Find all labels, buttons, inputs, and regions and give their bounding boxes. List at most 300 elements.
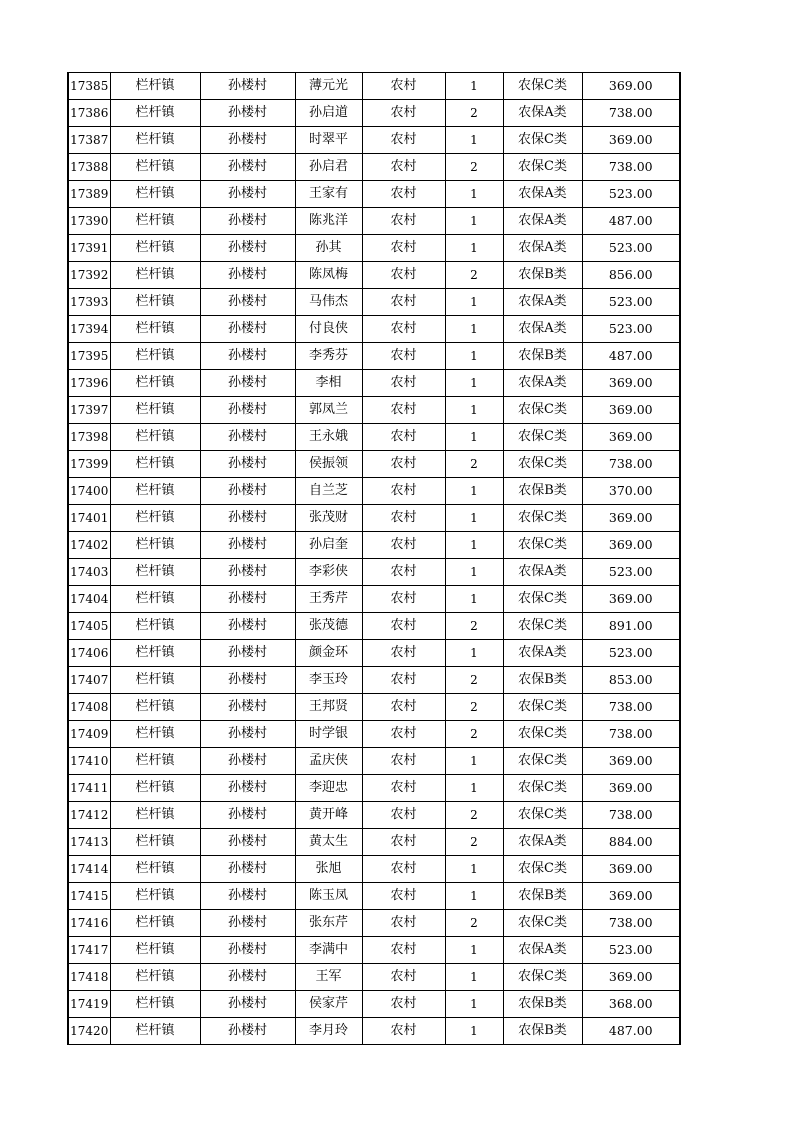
serial-number-cell: 17405: [68, 613, 110, 640]
insurance-category-cell: 农保C类: [503, 613, 582, 640]
town-cell: 栏杆镇: [110, 154, 200, 181]
table-row: [68, 559, 680, 586]
insurance-category-cell: 农保C类: [503, 505, 582, 532]
amount-cell: 738.00: [582, 721, 680, 748]
name-cell: 李玉玲: [295, 667, 362, 694]
village-cell: 孙楼村: [200, 451, 295, 478]
name-cell: 李相: [295, 370, 362, 397]
serial-number-cell: 17395: [68, 343, 110, 370]
table-row: [68, 694, 680, 721]
household-count-cell: 2: [445, 829, 503, 856]
insurance-category-cell: 农保C类: [503, 532, 582, 559]
household-count-cell: 1: [445, 937, 503, 964]
area-type-cell: 农村: [362, 505, 445, 532]
village-cell: 孙楼村: [200, 154, 295, 181]
household-count-cell: 2: [445, 451, 503, 478]
table-row: [68, 937, 680, 964]
serial-number-cell: 17398: [68, 424, 110, 451]
village-cell: 孙楼村: [200, 802, 295, 829]
town-cell: 栏杆镇: [110, 856, 200, 883]
village-cell: 孙楼村: [200, 370, 295, 397]
area-type-cell: 农村: [362, 721, 445, 748]
village-cell: 孙楼村: [200, 343, 295, 370]
village-cell: 孙楼村: [200, 1018, 295, 1045]
town-cell: 栏杆镇: [110, 802, 200, 829]
insurance-category-cell: 农保C类: [503, 775, 582, 802]
table-row: [68, 532, 680, 559]
amount-cell: 738.00: [582, 802, 680, 829]
amount-cell: 369.00: [582, 370, 680, 397]
town-cell: 栏杆镇: [110, 127, 200, 154]
name-cell: 王军: [295, 964, 362, 991]
insurance-category-cell: 农保C类: [503, 856, 582, 883]
village-cell: 孙楼村: [200, 100, 295, 127]
area-type-cell: 农村: [362, 586, 445, 613]
insurance-category-cell: 农保B类: [503, 991, 582, 1018]
town-cell: 栏杆镇: [110, 316, 200, 343]
town-cell: 栏杆镇: [110, 397, 200, 424]
name-cell: 李彩侠: [295, 559, 362, 586]
town-cell: 栏杆镇: [110, 748, 200, 775]
insurance-category-cell: 农保C类: [503, 694, 582, 721]
table-row: [68, 856, 680, 883]
insurance-category-cell: 农保B类: [503, 883, 582, 910]
village-cell: 孙楼村: [200, 613, 295, 640]
household-count-cell: 1: [445, 208, 503, 235]
table-row: [68, 262, 680, 289]
serial-number-cell: 17418: [68, 964, 110, 991]
village-cell: 孙楼村: [200, 181, 295, 208]
table-row: [68, 316, 680, 343]
area-type-cell: 农村: [362, 73, 445, 100]
amount-cell: 523.00: [582, 235, 680, 262]
insurance-category-cell: 农保B类: [503, 1018, 582, 1045]
town-cell: 栏杆镇: [110, 1018, 200, 1045]
amount-cell: 368.00: [582, 991, 680, 1018]
table-row: [68, 505, 680, 532]
name-cell: 黄太生: [295, 829, 362, 856]
table-row: [68, 397, 680, 424]
amount-cell: 738.00: [582, 100, 680, 127]
name-cell: 王永娥: [295, 424, 362, 451]
area-type-cell: 农村: [362, 964, 445, 991]
area-type-cell: 农村: [362, 910, 445, 937]
village-cell: 孙楼村: [200, 208, 295, 235]
name-cell: 陈玉凤: [295, 883, 362, 910]
household-count-cell: 1: [445, 289, 503, 316]
town-cell: 栏杆镇: [110, 910, 200, 937]
table-row: [68, 964, 680, 991]
village-cell: 孙楼村: [200, 532, 295, 559]
amount-cell: 369.00: [582, 775, 680, 802]
serial-number-cell: 17401: [68, 505, 110, 532]
town-cell: 栏杆镇: [110, 964, 200, 991]
insurance-category-cell: 农保A类: [503, 289, 582, 316]
insurance-category-cell: 农保A类: [503, 100, 582, 127]
name-cell: 王秀芹: [295, 586, 362, 613]
town-cell: 栏杆镇: [110, 883, 200, 910]
town-cell: 栏杆镇: [110, 451, 200, 478]
insurance-category-cell: 农保B类: [503, 478, 582, 505]
name-cell: 张茂财: [295, 505, 362, 532]
amount-cell: 523.00: [582, 181, 680, 208]
town-cell: 栏杆镇: [110, 640, 200, 667]
household-count-cell: 1: [445, 964, 503, 991]
household-count-cell: 1: [445, 748, 503, 775]
table-row: [68, 775, 680, 802]
name-cell: 王家有: [295, 181, 362, 208]
table-row: [68, 910, 680, 937]
area-type-cell: 农村: [362, 397, 445, 424]
name-cell: 李迎忠: [295, 775, 362, 802]
household-count-cell: 2: [445, 910, 503, 937]
area-type-cell: 农村: [362, 748, 445, 775]
area-type-cell: 农村: [362, 694, 445, 721]
serial-number-cell: 17416: [68, 910, 110, 937]
village-cell: 孙楼村: [200, 505, 295, 532]
serial-number-cell: 17392: [68, 262, 110, 289]
village-cell: 孙楼村: [200, 775, 295, 802]
town-cell: 栏杆镇: [110, 505, 200, 532]
table-row: [68, 451, 680, 478]
village-cell: 孙楼村: [200, 883, 295, 910]
town-cell: 栏杆镇: [110, 181, 200, 208]
village-cell: 孙楼村: [200, 586, 295, 613]
amount-cell: 369.00: [582, 397, 680, 424]
household-count-cell: 1: [445, 883, 503, 910]
village-cell: 孙楼村: [200, 424, 295, 451]
town-cell: 栏杆镇: [110, 424, 200, 451]
area-type-cell: 农村: [362, 856, 445, 883]
area-type-cell: 农村: [362, 235, 445, 262]
amount-cell: 891.00: [582, 613, 680, 640]
area-type-cell: 农村: [362, 775, 445, 802]
serial-number-cell: 17402: [68, 532, 110, 559]
name-cell: 李秀芬: [295, 343, 362, 370]
insurance-category-cell: 农保C类: [503, 73, 582, 100]
household-count-cell: 1: [445, 478, 503, 505]
town-cell: 栏杆镇: [110, 478, 200, 505]
village-cell: 孙楼村: [200, 262, 295, 289]
amount-cell: 369.00: [582, 586, 680, 613]
area-type-cell: 农村: [362, 424, 445, 451]
name-cell: 张旭: [295, 856, 362, 883]
name-cell: 颜金环: [295, 640, 362, 667]
insurance-category-cell: 农保A类: [503, 316, 582, 343]
household-count-cell: 1: [445, 856, 503, 883]
table-row: [68, 181, 680, 208]
village-cell: 孙楼村: [200, 721, 295, 748]
serial-number-cell: 17386: [68, 100, 110, 127]
household-count-cell: 1: [445, 559, 503, 586]
name-cell: 付良侠: [295, 316, 362, 343]
household-count-cell: 2: [445, 721, 503, 748]
town-cell: 栏杆镇: [110, 694, 200, 721]
amount-cell: 523.00: [582, 316, 680, 343]
town-cell: 栏杆镇: [110, 235, 200, 262]
amount-cell: 523.00: [582, 289, 680, 316]
amount-cell: 738.00: [582, 154, 680, 181]
table-row: [68, 991, 680, 1018]
serial-number-cell: 17407: [68, 667, 110, 694]
insurance-category-cell: 农保C类: [503, 964, 582, 991]
serial-number-cell: 17414: [68, 856, 110, 883]
household-count-cell: 1: [445, 370, 503, 397]
insurance-category-cell: 农保A类: [503, 829, 582, 856]
household-count-cell: 2: [445, 262, 503, 289]
town-cell: 栏杆镇: [110, 208, 200, 235]
town-cell: 栏杆镇: [110, 991, 200, 1018]
serial-number-cell: 17389: [68, 181, 110, 208]
serial-number-cell: 17419: [68, 991, 110, 1018]
insurance-category-cell: 农保A类: [503, 559, 582, 586]
table-row: [68, 721, 680, 748]
amount-cell: 369.00: [582, 424, 680, 451]
area-type-cell: 农村: [362, 316, 445, 343]
name-cell: 陈兆洋: [295, 208, 362, 235]
household-count-cell: 1: [445, 991, 503, 1018]
area-type-cell: 农村: [362, 532, 445, 559]
household-count-cell: 1: [445, 505, 503, 532]
table-row: [68, 100, 680, 127]
household-count-cell: 1: [445, 316, 503, 343]
area-type-cell: 农村: [362, 883, 445, 910]
insurance-category-cell: 农保A类: [503, 235, 582, 262]
name-cell: 孟庆侠: [295, 748, 362, 775]
table-row: [68, 667, 680, 694]
insurance-category-cell: 农保A类: [503, 208, 582, 235]
town-cell: 栏杆镇: [110, 559, 200, 586]
insurance-category-cell: 农保C类: [503, 451, 582, 478]
amount-cell: 523.00: [582, 937, 680, 964]
household-count-cell: 1: [445, 397, 503, 424]
household-count-cell: 1: [445, 73, 503, 100]
table-row: [68, 802, 680, 829]
area-type-cell: 农村: [362, 1018, 445, 1045]
insurance-category-cell: 农保B类: [503, 343, 582, 370]
insurance-category-cell: 农保C类: [503, 586, 582, 613]
insurance-category-cell: 农保B类: [503, 262, 582, 289]
name-cell: 孙其: [295, 235, 362, 262]
area-type-cell: 农村: [362, 343, 445, 370]
table-row: [68, 370, 680, 397]
name-cell: 时学银: [295, 721, 362, 748]
town-cell: 栏杆镇: [110, 937, 200, 964]
amount-cell: 853.00: [582, 667, 680, 694]
village-cell: 孙楼村: [200, 397, 295, 424]
table-row: [68, 127, 680, 154]
area-type-cell: 农村: [362, 559, 445, 586]
amount-cell: 369.00: [582, 964, 680, 991]
serial-number-cell: 17408: [68, 694, 110, 721]
amount-cell: 369.00: [582, 532, 680, 559]
table-row: [68, 586, 680, 613]
serial-number-cell: 17417: [68, 937, 110, 964]
town-cell: 栏杆镇: [110, 289, 200, 316]
household-count-cell: 2: [445, 100, 503, 127]
insurance-category-cell: 农保A类: [503, 370, 582, 397]
serial-number-cell: 17394: [68, 316, 110, 343]
area-type-cell: 农村: [362, 100, 445, 127]
name-cell: 王邦贤: [295, 694, 362, 721]
amount-cell: 487.00: [582, 343, 680, 370]
household-count-cell: 2: [445, 613, 503, 640]
serial-number-cell: 17400: [68, 478, 110, 505]
area-type-cell: 农村: [362, 451, 445, 478]
serial-number-cell: 17404: [68, 586, 110, 613]
table-row: [68, 424, 680, 451]
name-cell: 陈凤梅: [295, 262, 362, 289]
village-cell: 孙楼村: [200, 937, 295, 964]
village-cell: 孙楼村: [200, 694, 295, 721]
serial-number-cell: 17412: [68, 802, 110, 829]
serial-number-cell: 17385: [68, 73, 110, 100]
area-type-cell: 农村: [362, 829, 445, 856]
records-table: [67, 72, 681, 1045]
area-type-cell: 农村: [362, 127, 445, 154]
amount-cell: 369.00: [582, 748, 680, 775]
serial-number-cell: 17411: [68, 775, 110, 802]
serial-number-cell: 17409: [68, 721, 110, 748]
household-count-cell: 1: [445, 586, 503, 613]
amount-cell: 369.00: [582, 73, 680, 100]
town-cell: 栏杆镇: [110, 775, 200, 802]
town-cell: 栏杆镇: [110, 613, 200, 640]
name-cell: 马伟杰: [295, 289, 362, 316]
name-cell: 李满中: [295, 937, 362, 964]
area-type-cell: 农村: [362, 181, 445, 208]
village-cell: 孙楼村: [200, 856, 295, 883]
household-count-cell: 1: [445, 181, 503, 208]
serial-number-cell: 17393: [68, 289, 110, 316]
area-type-cell: 农村: [362, 667, 445, 694]
serial-number-cell: 17410: [68, 748, 110, 775]
name-cell: 张茂德: [295, 613, 362, 640]
town-cell: 栏杆镇: [110, 586, 200, 613]
serial-number-cell: 17390: [68, 208, 110, 235]
town-cell: 栏杆镇: [110, 532, 200, 559]
insurance-category-cell: 农保C类: [503, 748, 582, 775]
table-row: [68, 640, 680, 667]
village-cell: 孙楼村: [200, 748, 295, 775]
table-row: [68, 208, 680, 235]
insurance-category-cell: 农保B类: [503, 667, 582, 694]
insurance-category-cell: 农保A类: [503, 181, 582, 208]
village-cell: 孙楼村: [200, 289, 295, 316]
amount-cell: 738.00: [582, 694, 680, 721]
village-cell: 孙楼村: [200, 667, 295, 694]
serial-number-cell: 17420: [68, 1018, 110, 1045]
amount-cell: 738.00: [582, 910, 680, 937]
name-cell: 自兰芝: [295, 478, 362, 505]
amount-cell: 738.00: [582, 451, 680, 478]
insurance-category-cell: 农保A类: [503, 937, 582, 964]
amount-cell: 369.00: [582, 127, 680, 154]
table-row: [68, 883, 680, 910]
household-count-cell: 1: [445, 127, 503, 154]
village-cell: 孙楼村: [200, 127, 295, 154]
amount-cell: 856.00: [582, 262, 680, 289]
village-cell: 孙楼村: [200, 910, 295, 937]
area-type-cell: 农村: [362, 937, 445, 964]
area-type-cell: 农村: [362, 208, 445, 235]
area-type-cell: 农村: [362, 154, 445, 181]
amount-cell: 487.00: [582, 1018, 680, 1045]
amount-cell: 369.00: [582, 856, 680, 883]
town-cell: 栏杆镇: [110, 100, 200, 127]
name-cell: 李月玲: [295, 1018, 362, 1045]
serial-number-cell: 17396: [68, 370, 110, 397]
household-count-cell: 1: [445, 235, 503, 262]
household-count-cell: 1: [445, 532, 503, 559]
insurance-category-cell: 农保C类: [503, 127, 582, 154]
name-cell: 时翠平: [295, 127, 362, 154]
name-cell: 孙启道: [295, 100, 362, 127]
amount-cell: 370.00: [582, 478, 680, 505]
amount-cell: 523.00: [582, 640, 680, 667]
amount-cell: 523.00: [582, 559, 680, 586]
household-count-cell: 2: [445, 802, 503, 829]
serial-number-cell: 17415: [68, 883, 110, 910]
town-cell: 栏杆镇: [110, 667, 200, 694]
village-cell: 孙楼村: [200, 478, 295, 505]
amount-cell: 487.00: [582, 208, 680, 235]
name-cell: 侯振领: [295, 451, 362, 478]
area-type-cell: 农村: [362, 262, 445, 289]
village-cell: 孙楼村: [200, 964, 295, 991]
village-cell: 孙楼村: [200, 991, 295, 1018]
insurance-category-cell: 农保C类: [503, 154, 582, 181]
town-cell: 栏杆镇: [110, 370, 200, 397]
serial-number-cell: 17391: [68, 235, 110, 262]
name-cell: 孙启君: [295, 154, 362, 181]
area-type-cell: 农村: [362, 478, 445, 505]
serial-number-cell: 17403: [68, 559, 110, 586]
household-count-cell: 2: [445, 667, 503, 694]
serial-number-cell: 17406: [68, 640, 110, 667]
serial-number-cell: 17399: [68, 451, 110, 478]
table-row: [68, 1018, 680, 1045]
amount-cell: 369.00: [582, 883, 680, 910]
area-type-cell: 农村: [362, 802, 445, 829]
area-type-cell: 农村: [362, 289, 445, 316]
town-cell: 栏杆镇: [110, 721, 200, 748]
name-cell: 黄开峰: [295, 802, 362, 829]
household-count-cell: 2: [445, 154, 503, 181]
table-row: [68, 748, 680, 775]
area-type-cell: 农村: [362, 613, 445, 640]
area-type-cell: 农村: [362, 991, 445, 1018]
name-cell: 侯家芹: [295, 991, 362, 1018]
table-row: [68, 73, 680, 100]
name-cell: 张东芹: [295, 910, 362, 937]
insurance-category-cell: 农保C类: [503, 424, 582, 451]
household-count-cell: 1: [445, 343, 503, 370]
household-count-cell: 2: [445, 694, 503, 721]
serial-number-cell: 17413: [68, 829, 110, 856]
table-body: [68, 73, 680, 1045]
village-cell: 孙楼村: [200, 640, 295, 667]
town-cell: 栏杆镇: [110, 73, 200, 100]
household-count-cell: 1: [445, 424, 503, 451]
household-count-cell: 1: [445, 1018, 503, 1045]
table-row: [68, 154, 680, 181]
insurance-category-cell: 农保C类: [503, 910, 582, 937]
household-count-cell: 1: [445, 640, 503, 667]
town-cell: 栏杆镇: [110, 262, 200, 289]
table-row: [68, 343, 680, 370]
insurance-category-cell: 农保C类: [503, 397, 582, 424]
